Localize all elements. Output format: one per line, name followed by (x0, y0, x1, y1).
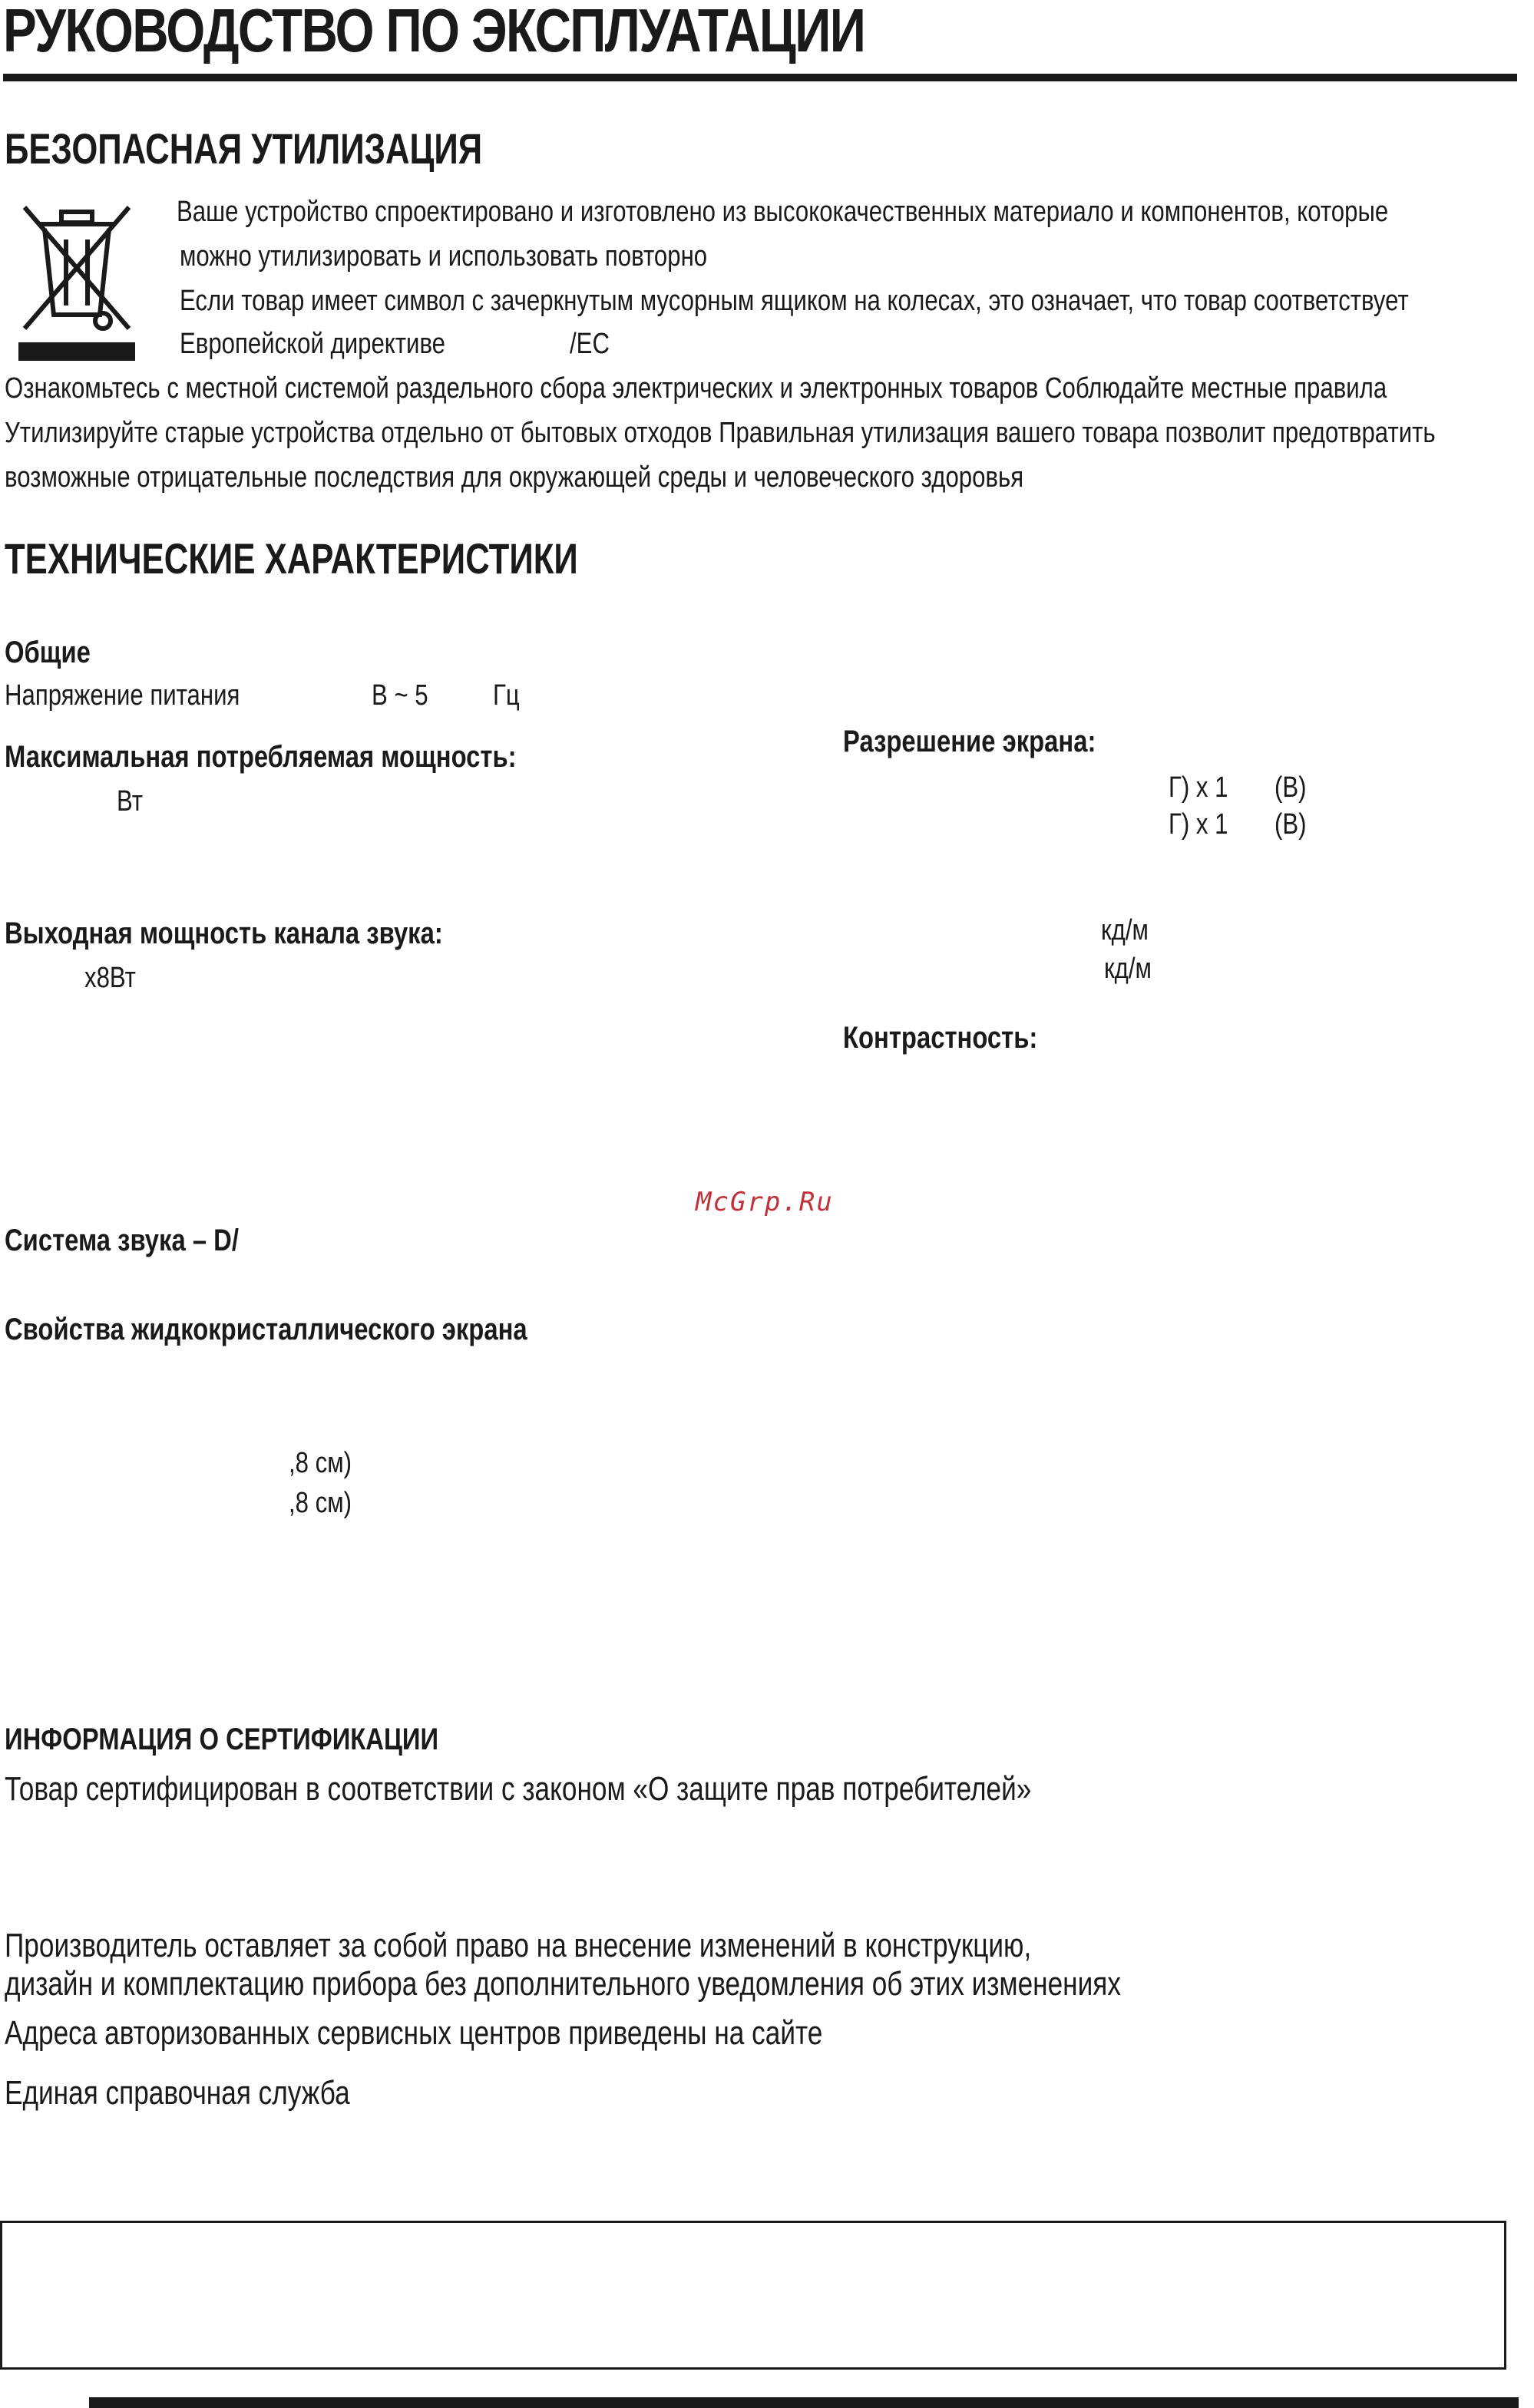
lcd-size-1: ,8 см) (289, 1447, 352, 1479)
footer-frame (0, 2221, 1506, 2370)
audio-power-label: Выходная мощность канала звука: (5, 917, 443, 950)
disposal-line-2: можно утилизировать и использовать повторно (180, 240, 708, 273)
helpdesk-text: Единая справочная служба (5, 2074, 350, 2112)
voltage-value: В ~ 5 (372, 679, 428, 712)
disposal-line-1: Ваше устройство спроектировано и изготовлено из высококачественных материало и компонентов, которые (177, 196, 1389, 228)
disposal-line-6: Ознакомьтесь с местной системой раздельного сбора электрических и электронных товаров Соблюдайте местные правила (5, 372, 1387, 405)
disposal-heading: БЕЗОПАСНАЯ УТИЛИЗАЦИЯ (5, 124, 483, 173)
notes-line-2: дизайн и комплектацию прибора без дополнительного уведомления об этих изменениях (5, 1965, 1121, 2003)
watermark: McGrp.Ru (696, 1187, 834, 1217)
max-power-unit: Вт (117, 785, 144, 818)
disposal-directive-label: Европейской директиве (180, 328, 446, 360)
brightness-1: кд/м (1101, 914, 1149, 946)
resolution-1a: Г) x 1 (1169, 771, 1228, 804)
frequency-unit: Гц (493, 679, 520, 712)
resolution-2b: (В) (1274, 808, 1307, 841)
brightness-2: кд/м (1104, 953, 1152, 985)
crossed-wheeled-bin-icon (17, 193, 137, 365)
footer-divider (89, 2397, 1519, 2408)
voltage-label: Напряжение питания (5, 679, 240, 712)
resolution-1b: (В) (1274, 771, 1307, 804)
certification-heading: ИНФОРМАЦИЯ О СЕРТИФИКАЦИИ (5, 1723, 439, 1756)
lcd-props-label: Свойства жидкокристаллического экрана (5, 1313, 527, 1346)
service-centers-text: Адреса авторизованных сервисных центров приведены на сайте (5, 2014, 823, 2052)
certification-text: Товар сертифицирован в соответствии с законом «О защите прав потребителей» (5, 1770, 1032, 1808)
max-power-label: Максимальная потребляемая мощность: (5, 740, 517, 774)
disposal-line-8: возможные отрицательные последствия для окружающей среды и человеческого здоровья (5, 461, 1024, 494)
resolution-label: Разрешение экрана: (843, 725, 1096, 758)
sound-system-label: Система звука – D/ (5, 1224, 239, 1257)
header-divider (3, 74, 1517, 81)
page-title: РУКОВОДСТВО ПО ЭКСПЛУАТАЦИИ (3, 0, 865, 64)
disposal-directive-code: /EC (570, 328, 610, 360)
notes-line-1: Производитель оставляет за собой право на внесение изменений в конструкцию, (5, 1927, 1032, 1964)
resolution-2a: Г) x 1 (1169, 808, 1228, 841)
disposal-line-3: Если товар имеет символ с зачеркнутым мусорным ящиком на колесах, это означает, что товар соответствует (180, 285, 1409, 317)
specs-heading: ТЕХНИЧЕСКИЕ ХАРАКТЕРИСТИКИ (5, 534, 578, 583)
general-label: Общие (5, 636, 91, 669)
lcd-size-2: ,8 см) (289, 1487, 352, 1519)
disposal-line-7: Утилизируйте старые устройства отдельно от бытовых отходов Правильная утилизация вашего товара позволит предотвратить (5, 417, 1436, 449)
contrast-label: Контрастность: (843, 1021, 1038, 1055)
audio-power-value: x8Вт (84, 962, 136, 994)
